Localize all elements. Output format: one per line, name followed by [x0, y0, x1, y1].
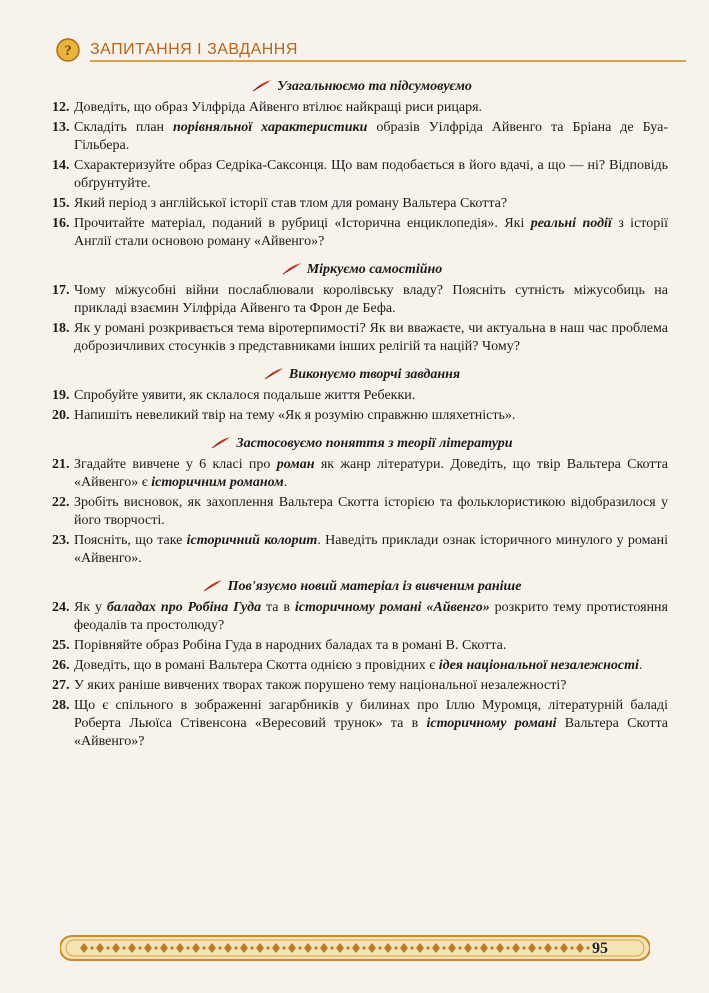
question-text: Який період з англійської історії став тлом для роману Вальтера Скотта?	[74, 196, 508, 211]
ornament-dot	[330, 946, 333, 949]
ornament-dot	[490, 946, 493, 949]
question-number: 20.	[52, 408, 70, 423]
ornament-dot	[458, 946, 461, 949]
highlighted-term: роман	[276, 457, 315, 472]
highlighted-term: історичному романі «Айвенго»	[294, 600, 490, 615]
ornament-dot	[90, 946, 93, 949]
quill-icon	[203, 579, 223, 593]
question-item	[52, 677, 668, 695]
section-heading	[56, 367, 668, 383]
ornament-dot	[234, 946, 237, 949]
quill-icon	[264, 367, 284, 381]
question-text: образів Уілфріда Айвенго та Бріана де Буа-Гільбера.	[74, 120, 668, 153]
question-badge-icon	[56, 38, 80, 62]
question-item	[52, 456, 668, 492]
question-number: 28.	[52, 698, 70, 713]
ornament-dot	[554, 946, 557, 949]
quill-icon	[211, 436, 231, 450]
question-text: Схарактеризуйте образ Седріка-Саксонця. Що вам подобається в його вдачі, а що — ні? Відповідь обґрунтуйте.	[74, 158, 668, 191]
question-number: 13.	[52, 120, 70, 135]
question-text: Вальтера Скотта «Айвенго»?	[74, 716, 668, 749]
section-heading-title: Пов'язуємо новий матеріал із вивченим раніше	[227, 579, 522, 594]
section-heading-title: Міркуємо самостійно	[306, 262, 443, 277]
ornament-dot	[426, 946, 429, 949]
header-divider	[90, 60, 686, 62]
ornament-dot	[442, 946, 445, 949]
section-heading-title: Застосовуємо поняття з теорії літератури	[236, 436, 513, 451]
question-text: Прочитайте матеріал, поданий в рубриці «Історична енциклопедія». Які	[74, 216, 531, 231]
question-text: Напишіть невеликий твір на тему «Як я розумію справжню шляхетність».	[74, 408, 516, 423]
section-heading	[56, 262, 668, 278]
question-item	[52, 637, 668, 655]
ornament-dot	[410, 946, 413, 949]
quill-icon	[282, 262, 302, 276]
ornament-dot	[314, 946, 317, 949]
ornament-dot	[202, 946, 205, 949]
section-heading	[56, 579, 668, 595]
question-item	[52, 657, 668, 675]
question-text: Поясніть, що таке	[74, 533, 187, 548]
ornament-dot	[186, 946, 189, 949]
question-item	[52, 407, 668, 425]
ornament-dot	[298, 946, 301, 949]
question-text: Зробіть висновок, як захоплення Вальтера Скотта історією та фольклористикою відобразилося у його творчості.	[74, 495, 668, 528]
question-text: .	[283, 475, 288, 490]
question-number: 15.	[52, 196, 70, 211]
question-text: .	[638, 658, 643, 673]
question-item	[52, 119, 668, 155]
question-number: 18.	[52, 321, 70, 336]
question-number: 21.	[52, 457, 70, 472]
page-number: 95	[592, 940, 608, 957]
questions-content	[52, 76, 668, 753]
ornament-dot	[170, 946, 173, 949]
ornament-dot	[474, 946, 477, 949]
highlighted-term: ідея національної незалежності	[438, 658, 639, 673]
question-text: Чому міжусобні війни послаблювали королівську владу? Поясніть сутність міжусобиць на прикладі взаємин Уілфріда Айвенго та Фрон де Бефа.	[74, 283, 668, 316]
page-header	[56, 38, 686, 62]
question-item	[52, 697, 668, 751]
ornament-dot	[346, 946, 349, 949]
section-gap	[56, 427, 668, 433]
question-text: з історії Англії стали основою роману «Айвенго»?	[74, 216, 668, 249]
ornamental-border	[60, 928, 650, 968]
question-text: розкрито тему протистояння феодалів та простолюду?	[74, 600, 668, 633]
question-item	[52, 157, 668, 193]
section-heading-title: Узагальнюємо та підсумовуємо	[277, 79, 472, 94]
question-text: Порівняйте образ Робіна Гуда в народних баладах та в романі В. Скотта.	[74, 638, 507, 653]
question-text: Складіть план	[74, 120, 174, 135]
highlighted-term: реальні події	[530, 216, 612, 231]
ornament-dot	[522, 946, 525, 949]
question-text: та в	[261, 600, 295, 615]
question-number: 22.	[52, 495, 70, 510]
section-gap	[56, 358, 668, 364]
ornament-dot	[138, 946, 141, 949]
ornament-dot	[506, 946, 509, 949]
question-item	[52, 599, 668, 635]
highlighted-term: порівняльної характеристики	[173, 120, 368, 135]
ornament-dot	[250, 946, 253, 949]
question-text: Доведіть, що в романі Вальтера Скотта однією з провідних є	[74, 658, 439, 673]
svg-text:?: ?	[64, 43, 72, 59]
highlighted-term: історичний колорит	[186, 533, 318, 548]
question-number: 19.	[52, 388, 70, 403]
question-number: 12.	[52, 100, 70, 115]
question-item	[52, 532, 668, 568]
question-item	[52, 320, 668, 356]
question-item	[52, 215, 668, 251]
question-item	[52, 494, 668, 530]
ornament-dot	[122, 946, 125, 949]
section-heading	[56, 79, 668, 95]
question-text: У яких раніше вивчених творах також порушено тему національної незалежності?	[74, 678, 567, 693]
question-text: Як у	[74, 600, 107, 615]
question-item	[52, 387, 668, 405]
page-header-title: ЗАПИТАННЯ І ЗАВДАННЯ	[90, 41, 298, 58]
quill-icon	[252, 79, 272, 93]
question-text: . Наведіть приклади ознак історичного минулого у романі «Айвенго».	[74, 533, 668, 566]
question-text: Як у романі розкривається тема віротерпимості? Як ви вважаєте, чи актуальна в наш час проблема доброзичливих стосунків з представниками інших релігій та націй? Чому?	[74, 321, 668, 354]
question-number: 16.	[52, 216, 70, 231]
ornament-dot	[266, 946, 269, 949]
section-heading-title: Виконуємо творчі завдання	[288, 367, 461, 382]
question-number: 17.	[52, 283, 70, 298]
question-item	[52, 195, 668, 213]
question-text: Доведіть, що образ Уілфріда Айвенго втілює найкращі риси рицаря.	[74, 100, 483, 115]
section-gap	[56, 253, 668, 259]
ornament-dot	[394, 946, 397, 949]
question-number: 24.	[52, 600, 70, 615]
question-text: Що є спільного в зображенні загарбників у билинах про Іллю Муромця, літературній баладі Роберта Льюїса Стівенсона «Вересовий трунок» та в	[74, 698, 668, 731]
highlighted-term: історичному романі	[426, 716, 557, 731]
question-number: 27.	[52, 678, 70, 693]
ornament-dot	[378, 946, 381, 949]
question-number: 23.	[52, 533, 70, 548]
question-text: Згадайте вивчене у 6 класі про	[74, 457, 277, 472]
question-number: 26.	[52, 658, 70, 673]
ornament-dot	[282, 946, 285, 949]
question-number: 14.	[52, 158, 70, 173]
question-text: Спробуйте уявити, як склалося подальше життя Ребекки.	[74, 388, 416, 403]
question-text: як жанр літератури. Доведіть, що твір Вальтера Скотта «Айвенго» є	[74, 457, 668, 490]
section-heading	[56, 436, 668, 452]
question-number: 25.	[52, 638, 70, 653]
highlighted-term: історичним романом	[151, 475, 284, 490]
ornament-dot	[154, 946, 157, 949]
ornament-dot	[362, 946, 365, 949]
ornament-dot	[570, 946, 573, 949]
ornament-dot	[218, 946, 221, 949]
highlighted-term: баладах про Робіна Гуда	[106, 600, 262, 615]
section-gap	[56, 570, 668, 576]
ornament-dot	[538, 946, 541, 949]
question-item	[52, 99, 668, 117]
question-item	[52, 282, 668, 318]
ornament-dot	[106, 946, 109, 949]
